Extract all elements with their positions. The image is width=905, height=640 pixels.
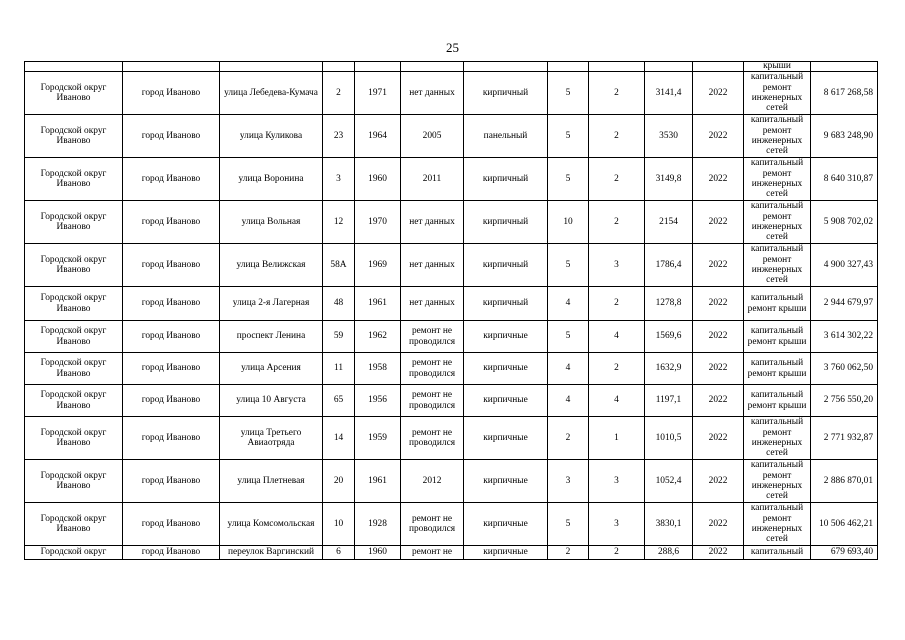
street-cell: улица Плетневая (220, 460, 323, 503)
year-built-cell: 1971 (355, 72, 401, 115)
house-number-cell: 2 (323, 72, 355, 115)
cost-cell: 3 760 062,50 (811, 353, 878, 385)
entrances-cell: 2 (589, 115, 645, 158)
floors-cell: 5 (548, 244, 589, 287)
wall-material-cell: кирпичный (464, 72, 548, 115)
table-row (25, 460, 878, 503)
wall-material-cell: кирпичные (464, 546, 548, 560)
house-number-cell: 14 (323, 417, 355, 460)
wall-material-cell: кирпичный (464, 244, 548, 287)
district-cell: Городской округ Иваново (25, 201, 123, 244)
work-type-cell: капитальный ремонт крыши (744, 353, 811, 385)
street-cell: улица Куликова (220, 115, 323, 158)
floors-cell: 4 (548, 385, 589, 417)
district-cell: Городской округ Иваново (25, 417, 123, 460)
cost-cell: 2 756 550,20 (811, 385, 878, 417)
floors-cell: 5 (548, 158, 589, 201)
year-built-cell: 1961 (355, 460, 401, 503)
plan-year-cell: 2022 (693, 115, 744, 158)
cost-cell: 4 900 327,43 (811, 244, 878, 287)
district-cell: Городской округ Иваново (25, 321, 123, 353)
floors-cell: 5 (548, 115, 589, 158)
entrances-cell: 3 (589, 244, 645, 287)
city-cell: город Иваново (123, 244, 220, 287)
area-cell: 3530 (645, 115, 693, 158)
district-cell: Городской округ Иваново (25, 460, 123, 503)
entrances-cell: 2 (589, 201, 645, 244)
table-row (25, 201, 878, 244)
last-repair-cell: 2005 (401, 115, 464, 158)
entrances-cell: 2 (589, 546, 645, 560)
last-repair-cell: ремонт не проводился (401, 385, 464, 417)
city-cell: город Иваново (123, 287, 220, 321)
work-type-cell: капитальный (744, 546, 811, 560)
table-row (25, 321, 878, 353)
district-cell: Городской округ (25, 546, 123, 560)
year-built-cell: 1964 (355, 115, 401, 158)
area-cell: 1052,4 (645, 460, 693, 503)
district-cell: Городской округ Иваново (25, 385, 123, 417)
street-cell: улица Воронина (220, 158, 323, 201)
wall-material-cell: кирпичные (464, 353, 548, 385)
work-type-cell: крыши (744, 62, 811, 72)
work-type-cell: капитальный ремонт инженерных сетей (744, 72, 811, 115)
area-cell: 3830,1 (645, 503, 693, 546)
work-type-cell: капитальный ремонт инженерных сетей (744, 244, 811, 287)
year-built-cell: 1959 (355, 417, 401, 460)
work-type-cell: капитальный ремонт крыши (744, 321, 811, 353)
entrances-cell: 2 (589, 287, 645, 321)
wall-material-cell: кирпичный (464, 287, 548, 321)
city-cell: город Иваново (123, 72, 220, 115)
plan-year-cell: 2022 (693, 287, 744, 321)
entrances-cell: 3 (589, 460, 645, 503)
house-number-cell: 10 (323, 503, 355, 546)
floors-cell: 3 (548, 460, 589, 503)
wall-material-cell: кирпичный (464, 158, 548, 201)
last-repair-cell: ремонт не проводился (401, 321, 464, 353)
table-row (25, 72, 878, 115)
area-cell: 1569,6 (645, 321, 693, 353)
area-cell: 1786,4 (645, 244, 693, 287)
area-cell: 2154 (645, 201, 693, 244)
table-row-partial (25, 546, 878, 560)
table-row (25, 287, 878, 321)
wall-material-cell: кирпичные (464, 460, 548, 503)
floors-cell: 5 (548, 503, 589, 546)
entrances-cell: 3 (589, 503, 645, 546)
last-repair-cell: нет данных (401, 244, 464, 287)
last-repair-cell: ремонт не проводился (401, 417, 464, 460)
year-built-cell: 1969 (355, 244, 401, 287)
floors-cell: 4 (548, 353, 589, 385)
work-type-cell: капитальный ремонт инженерных сетей (744, 503, 811, 546)
last-repair-cell: нет данных (401, 287, 464, 321)
plan-year-cell: 2022 (693, 417, 744, 460)
district-cell: Городской округ Иваново (25, 244, 123, 287)
work-type-cell: капитальный ремонт инженерных сетей (744, 417, 811, 460)
house-number-cell: 65 (323, 385, 355, 417)
floors-cell: 4 (548, 287, 589, 321)
work-type-cell: капитальный ремонт инженерных сетей (744, 158, 811, 201)
floors-cell: 2 (548, 546, 589, 560)
street-cell: улица Третьего Авиаотряда (220, 417, 323, 460)
year-built-cell: 1960 (355, 158, 401, 201)
entrances-cell: 4 (589, 385, 645, 417)
street-cell: улица Арсения (220, 353, 323, 385)
house-number-cell: 3 (323, 158, 355, 201)
district-cell: Городской округ Иваново (25, 503, 123, 546)
last-repair-cell: нет данных (401, 201, 464, 244)
year-built-cell: 1961 (355, 287, 401, 321)
year-built-cell: 1928 (355, 503, 401, 546)
year-built-cell: 1970 (355, 201, 401, 244)
entrances-cell: 2 (589, 158, 645, 201)
entrances-cell: 4 (589, 321, 645, 353)
table-row (25, 353, 878, 385)
house-number-cell: 6 (323, 546, 355, 560)
street-cell: улица 2-я Лагерная (220, 287, 323, 321)
plan-year-cell: 2022 (693, 385, 744, 417)
wall-material-cell: кирпичные (464, 321, 548, 353)
table-row (25, 503, 878, 546)
house-number-cell: 20 (323, 460, 355, 503)
work-type-cell: капитальный ремонт крыши (744, 385, 811, 417)
city-cell: город Иваново (123, 321, 220, 353)
cost-cell: 2 944 679,97 (811, 287, 878, 321)
area-cell: 1632,9 (645, 353, 693, 385)
floors-cell: 5 (548, 321, 589, 353)
last-repair-cell: 2011 (401, 158, 464, 201)
city-cell: город Иваново (123, 460, 220, 503)
area-cell: 288,6 (645, 546, 693, 560)
street-cell: улица Лебедева-Кумача (220, 72, 323, 115)
district-cell: Городской округ Иваново (25, 287, 123, 321)
house-number-cell: 23 (323, 115, 355, 158)
street-cell: переулок Варгинский (220, 546, 323, 560)
plan-year-cell: 2022 (693, 460, 744, 503)
city-cell: город Иваново (123, 201, 220, 244)
wall-material-cell: панельный (464, 115, 548, 158)
city-cell: город Иваново (123, 353, 220, 385)
house-number-cell: 59 (323, 321, 355, 353)
street-cell: улица Велижская (220, 244, 323, 287)
table-row-continued (25, 62, 878, 72)
housing-repair-table (24, 61, 878, 560)
plan-year-cell: 2022 (693, 201, 744, 244)
last-repair-cell: нет данных (401, 72, 464, 115)
wall-material-cell: кирпичный (464, 201, 548, 244)
city-cell: город Иваново (123, 417, 220, 460)
table-row (25, 385, 878, 417)
house-number-cell: 11 (323, 353, 355, 385)
plan-year-cell: 2022 (693, 72, 744, 115)
cost-cell: 2 886 870,01 (811, 460, 878, 503)
table-row (25, 244, 878, 287)
last-repair-cell: ремонт не проводился (401, 353, 464, 385)
last-repair-cell: ремонт не (401, 546, 464, 560)
work-type-cell: капитальный ремонт инженерных сетей (744, 115, 811, 158)
house-number-cell: 58А (323, 244, 355, 287)
cost-cell: 8 617 268,58 (811, 72, 878, 115)
work-type-cell: капитальный ремонт инженерных сетей (744, 201, 811, 244)
cost-cell: 8 640 310,87 (811, 158, 878, 201)
city-cell: город Иваново (123, 546, 220, 560)
wall-material-cell: кирпичные (464, 503, 548, 546)
last-repair-cell: ремонт не проводился (401, 503, 464, 546)
cost-cell: 5 908 702,02 (811, 201, 878, 244)
floors-cell: 5 (548, 72, 589, 115)
year-built-cell: 1958 (355, 353, 401, 385)
plan-year-cell: 2022 (693, 158, 744, 201)
district-cell: Городской округ Иваново (25, 72, 123, 115)
plan-year-cell: 2022 (693, 503, 744, 546)
table-row (25, 115, 878, 158)
plan-year-cell: 2022 (693, 353, 744, 385)
house-number-cell: 48 (323, 287, 355, 321)
street-cell: улица Вольная (220, 201, 323, 244)
cost-cell: 10 506 462,21 (811, 503, 878, 546)
area-cell: 1010,5 (645, 417, 693, 460)
city-cell: город Иваново (123, 158, 220, 201)
area-cell: 3149,8 (645, 158, 693, 201)
floors-cell: 2 (548, 417, 589, 460)
plan-year-cell: 2022 (693, 321, 744, 353)
area-cell: 3141,4 (645, 72, 693, 115)
street-cell: улица Комсомольская (220, 503, 323, 546)
cost-cell: 9 683 248,90 (811, 115, 878, 158)
street-cell: проспект Ленина (220, 321, 323, 353)
last-repair-cell: 2012 (401, 460, 464, 503)
table-row (25, 417, 878, 460)
cost-cell: 3 614 302,22 (811, 321, 878, 353)
page-number: 25 (446, 40, 459, 55)
city-cell: город Иваново (123, 503, 220, 546)
cost-cell: 679 693,40 (811, 546, 878, 560)
plan-year-cell: 2022 (693, 546, 744, 560)
year-built-cell: 1960 (355, 546, 401, 560)
entrances-cell: 1 (589, 417, 645, 460)
district-cell: Городской округ Иваново (25, 115, 123, 158)
area-cell: 1197,1 (645, 385, 693, 417)
work-type-cell: капитальный ремонт крыши (744, 287, 811, 321)
cost-cell: 2 771 932,87 (811, 417, 878, 460)
city-cell: город Иваново (123, 385, 220, 417)
table-row (25, 158, 878, 201)
city-cell: город Иваново (123, 115, 220, 158)
street-cell: улица 10 Августа (220, 385, 323, 417)
wall-material-cell: кирпичные (464, 385, 548, 417)
work-type-cell: капитальный ремонт инженерных сетей (744, 460, 811, 503)
wall-material-cell: кирпичные (464, 417, 548, 460)
house-number-cell: 12 (323, 201, 355, 244)
district-cell: Городской округ Иваново (25, 353, 123, 385)
year-built-cell: 1956 (355, 385, 401, 417)
year-built-cell: 1962 (355, 321, 401, 353)
entrances-cell: 2 (589, 72, 645, 115)
plan-year-cell: 2022 (693, 244, 744, 287)
floors-cell: 10 (548, 201, 589, 244)
district-cell: Городской округ Иваново (25, 158, 123, 201)
entrances-cell: 2 (589, 353, 645, 385)
area-cell: 1278,8 (645, 287, 693, 321)
